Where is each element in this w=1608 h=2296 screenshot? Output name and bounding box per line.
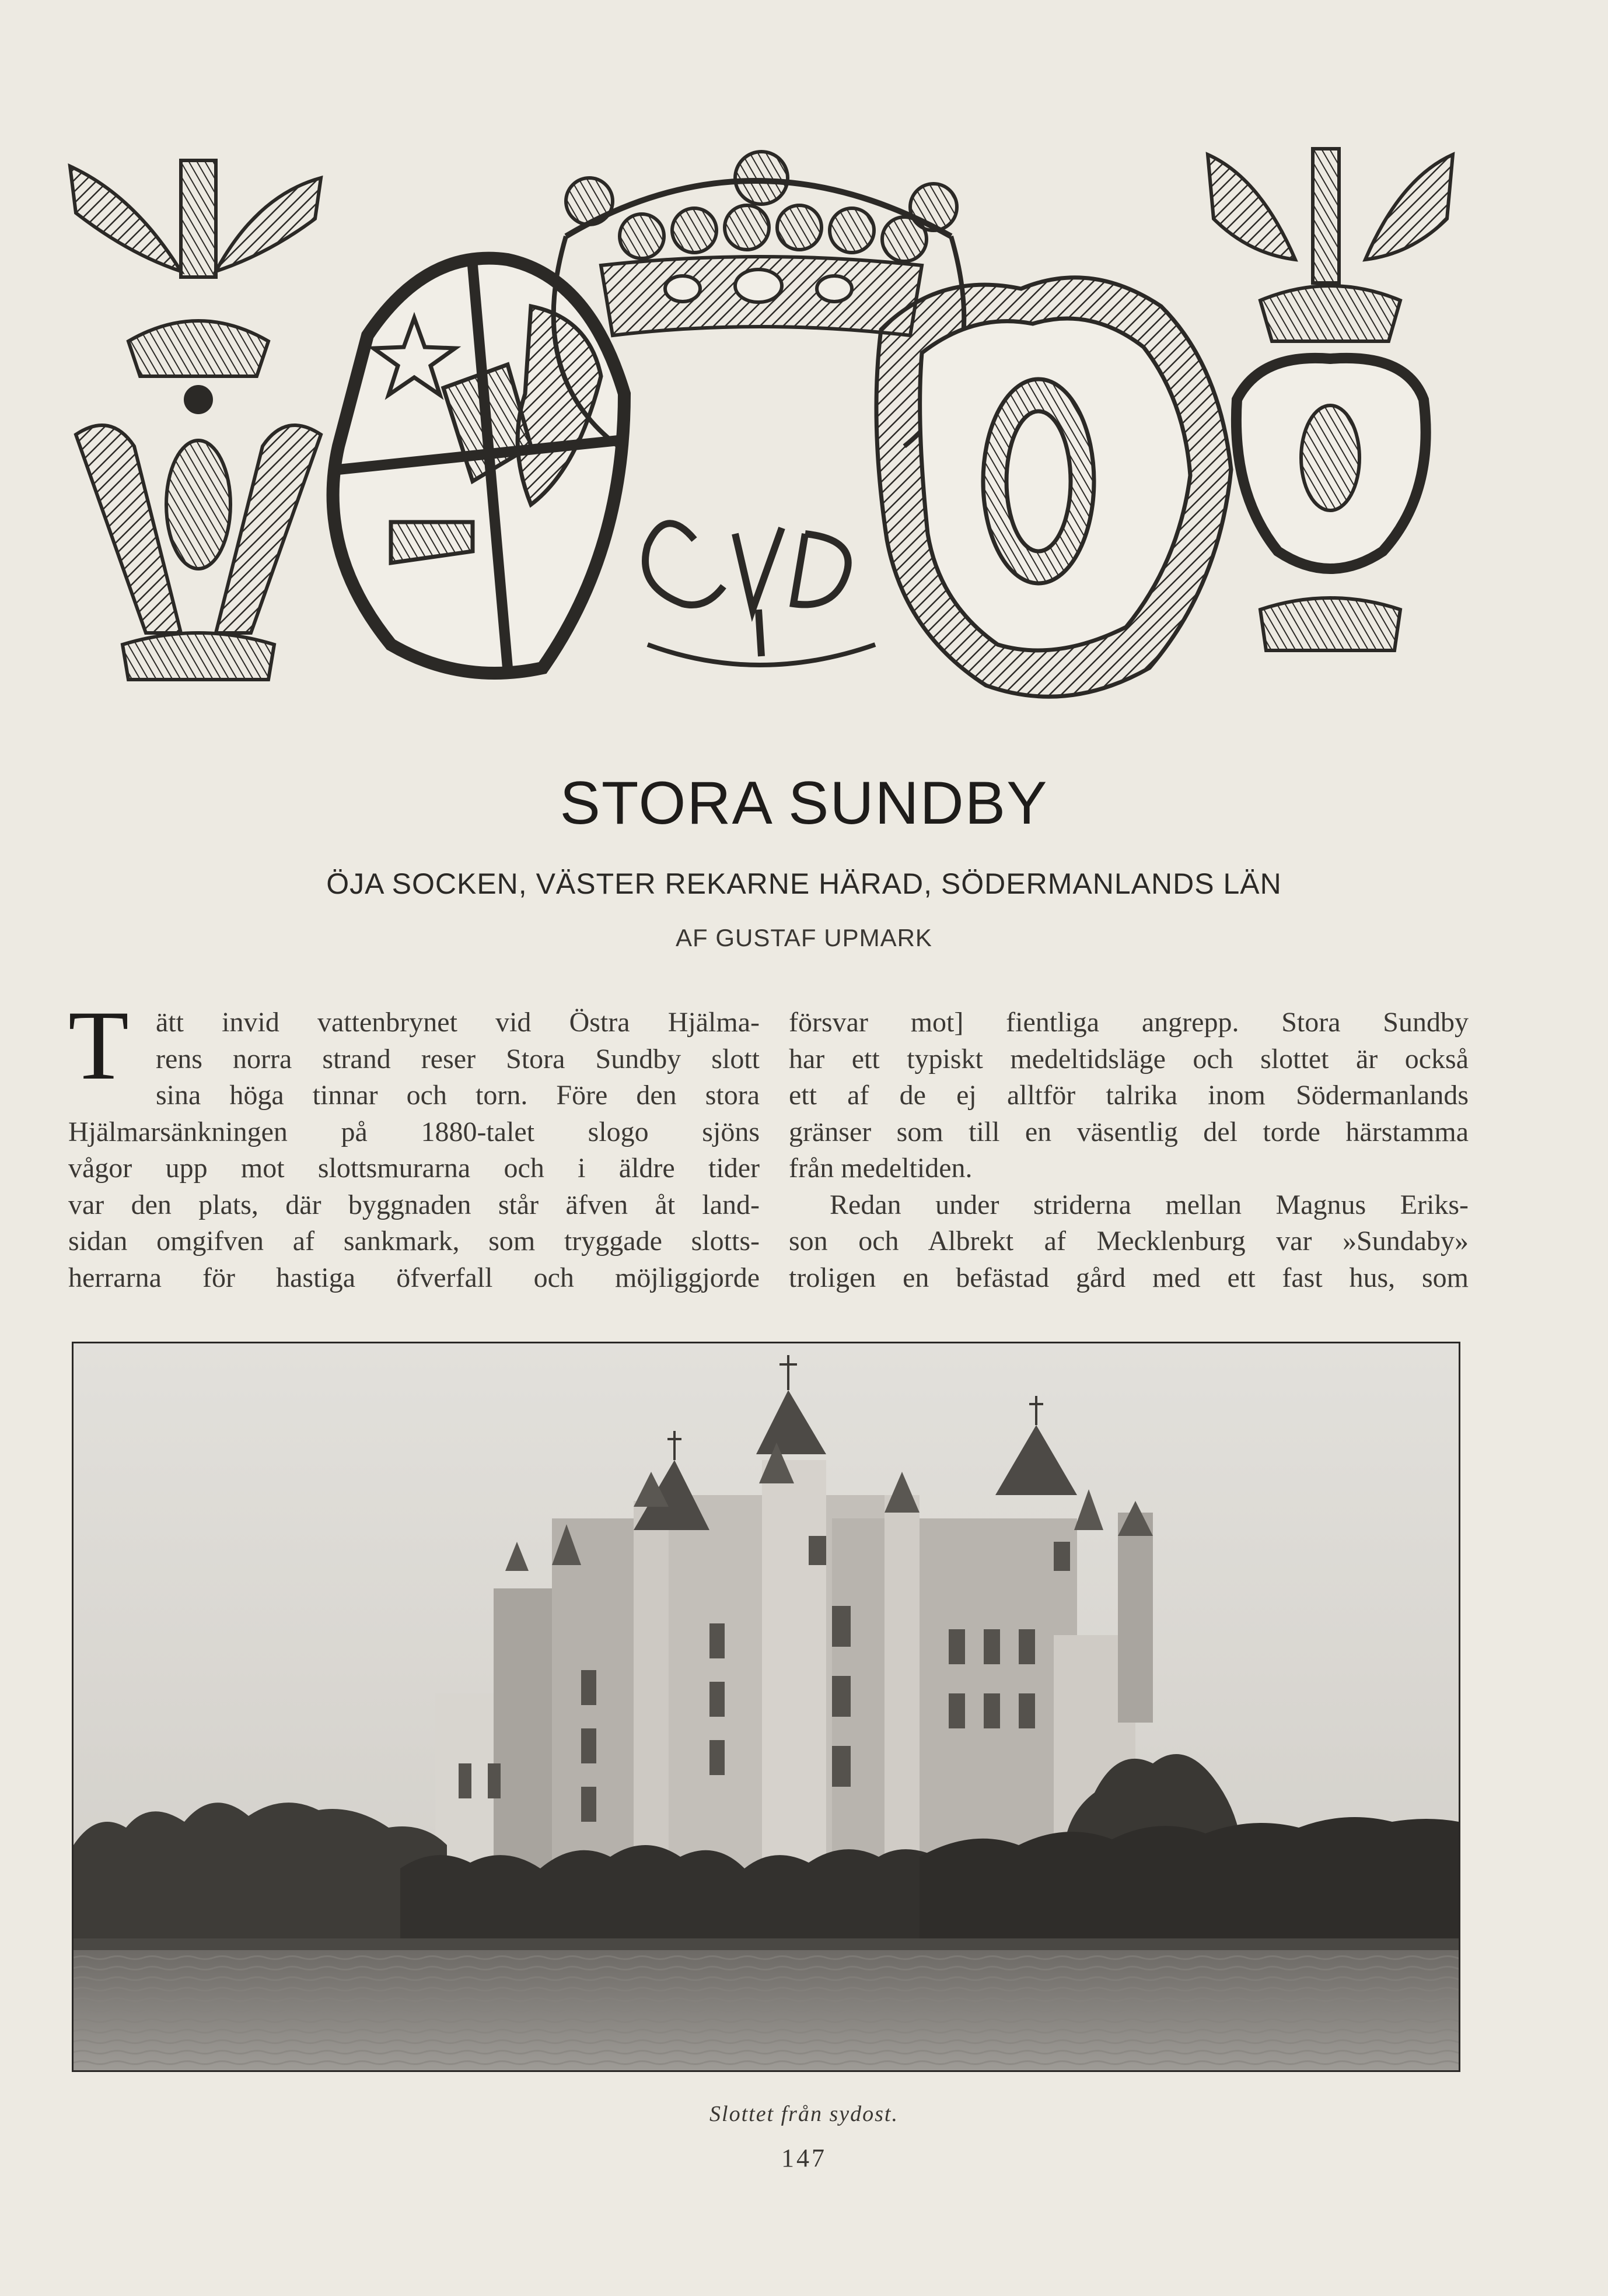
monogram-icon <box>645 523 848 656</box>
text-line: sina höga tinnar och torn. Före den stora <box>156 1080 760 1111</box>
text-line: Redan under striderna mellan Magnus Eriks- <box>830 1189 1469 1220</box>
text-line: har ett typiskt medeltidsläge och slottet är också <box>789 1043 1469 1074</box>
author-byline: AF GUSTAF UPMARK <box>676 924 932 951</box>
text-line: troligen en befästad gård med ett fast hus, som <box>789 1262 1469 1293</box>
right-crest-icon <box>1208 149 1453 650</box>
text-line: var den plats, där byggnaden står äfven åt land- <box>68 1189 760 1220</box>
text-line: Hjälmarsänkningen på 1880-talet slogo sjöns <box>68 1116 760 1147</box>
text-line: vågor upp mot slottsmurarna och i äldre tider <box>68 1153 760 1184</box>
text-line: gränser som till en väsentlig del torde härstamma <box>789 1116 1469 1147</box>
text-line: från medeltiden. <box>789 1153 973 1184</box>
right-text-column <box>789 1005 1469 1296</box>
left-crest-icon <box>70 160 321 680</box>
left-coat-of-arms-icon <box>333 258 624 673</box>
photo-caption: Slottet från sydost. <box>709 2102 899 2126</box>
drop-cap: T <box>68 991 129 1100</box>
right-coat-of-arms-icon <box>876 278 1231 696</box>
left-text-column <box>68 991 760 1296</box>
text-line: ett af de ej alltför talrika inom Södermanlands <box>789 1080 1469 1111</box>
page-number: 147 <box>781 2144 827 2172</box>
text-line: son och Albrekt af Mecklenburg var »Sundaby» <box>789 1226 1469 1256</box>
text-line: sidan omgifven af sankmark, som tryggade slotts- <box>68 1226 760 1256</box>
page-subtitle: ÖJA SOCKEN, VÄSTER REKARNE HÄRAD, SÖDERMANLANDS LÄN <box>326 867 1282 900</box>
text-line: rens norra strand reser Stora Sundby slott <box>156 1043 760 1074</box>
text-line: försvar mot] fientliga angrepp. Stora Sundby <box>789 1007 1469 1038</box>
text-line: herrarna för hastiga öfverfall och möjliggjorde <box>68 1262 760 1293</box>
page-title: STORA SUNDBY <box>560 769 1048 837</box>
heraldic-header-illustration <box>64 143 1459 715</box>
text-line: ätt invid vattenbrynet vid Östra Hjälma- <box>156 1007 760 1038</box>
castle-photo-illustration <box>74 1343 1459 2070</box>
castle-photograph <box>72 1342 1460 2072</box>
